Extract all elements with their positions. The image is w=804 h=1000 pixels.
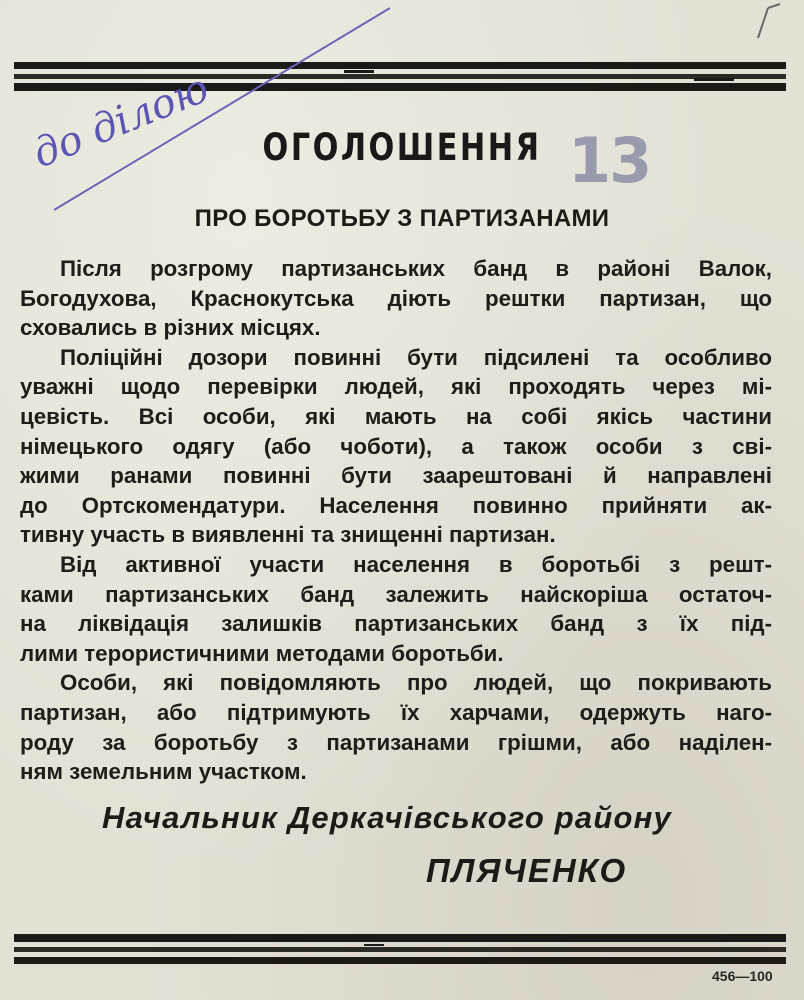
text-line: жими ранами повинні бути заарештовані й направлені (20, 463, 772, 489)
text-line: Богодухова, Краснокутська діють рештки партизан, що (20, 285, 772, 311)
text-line: тивну участь в виявленні та знищенні партизан. (20, 522, 556, 548)
text-line: Після розгрому партизанських банд в районі Валок, (60, 256, 772, 281)
poster-title: ОГОЛОШЕННЯ (262, 126, 542, 169)
handwritten-note-text: до ділою (26, 65, 216, 178)
text-line: німецького одягу (або чоботи), а також особи з сві- (20, 433, 772, 459)
print-code: 456—100 (712, 968, 773, 984)
text-line: роду за боротьбу з партизанами грішми, або наділен- (20, 729, 772, 755)
corner-pencil-mark (754, 2, 784, 42)
text-line: цевість. Всі особи, які мають на собі якісь частини (20, 403, 772, 429)
text-line: партизан, або підтримують їх харчами, одержуть наго- (20, 699, 772, 725)
text-line: на ліквідація залишків партизанських банд з їх під- (20, 611, 772, 637)
text-line: Від активної участи населення в боротьбі з решт- (60, 551, 772, 577)
paragraph-3 (20, 550, 772, 668)
text-line: ками партизанських банд залежить найскоріша остаточ- (20, 581, 772, 607)
signature-title: Начальник Деркачівського району (102, 800, 672, 835)
stamp-number: 13 (568, 124, 651, 197)
text-line: ням земельним участком. (20, 759, 307, 785)
poster-body (20, 254, 772, 787)
paragraph-2 (20, 343, 772, 550)
text-line: Особи, які повідомляють про людей, що покривають (60, 670, 772, 696)
text-line: сховались в різних місцях. (20, 315, 321, 341)
paragraph-4 (20, 668, 772, 786)
signature-name: ПЛЯЧЕНКО (426, 852, 628, 889)
text-line: Поліційні дозори повинні бути підсилені та особливо (60, 344, 772, 370)
text-line: уважні щодо перевірки людей, які проходять через мі- (20, 374, 772, 400)
paragraph-1 (20, 254, 772, 343)
bottom-rule (14, 926, 786, 970)
text-line: до Ортскомендатури. Населення повинно прийняти ак- (20, 492, 772, 518)
text-line: лими терористичними методами боротьби. (20, 640, 504, 666)
poster-subtitle: ПРО БОРОТЬБУ З ПАРТИЗАНАМИ (194, 205, 610, 232)
